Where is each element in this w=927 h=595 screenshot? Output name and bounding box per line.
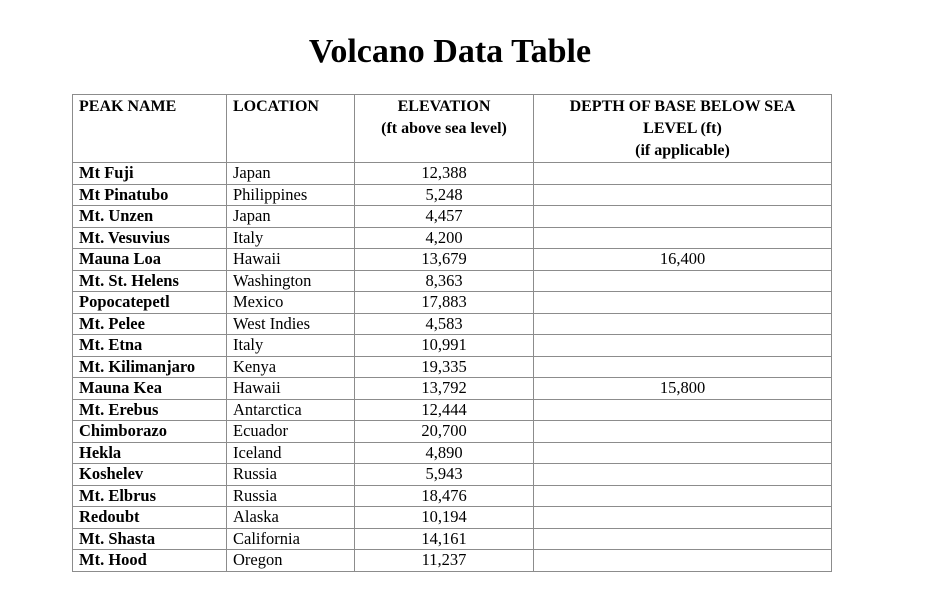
elevation-cell: 4,890 <box>355 442 534 464</box>
peak-name-cell: Chimborazo <box>73 421 227 443</box>
column-header-location-label: LOCATION <box>233 98 319 115</box>
table-row <box>73 464 832 486</box>
peak-name-cell: Hekla <box>73 442 227 464</box>
table-row <box>73 163 832 185</box>
elevation-cell: 13,679 <box>355 249 534 271</box>
table-row <box>73 184 832 206</box>
column-header-peak-name-label: PEAK NAME <box>79 98 177 115</box>
peak-name-cell: Mauna Kea <box>73 378 227 400</box>
elevation-cell: 4,457 <box>355 206 534 228</box>
column-header-depth-unit: LEVEL (ft) <box>643 120 722 137</box>
peak-name-cell: Mt. Shasta <box>73 528 227 550</box>
depth-below-sea-cell <box>534 227 832 249</box>
depth-below-sea-cell <box>534 270 832 292</box>
depth-below-sea-cell: 15,800 <box>534 378 832 400</box>
table-row <box>73 442 832 464</box>
peak-name-cell: Popocatepetl <box>73 292 227 314</box>
peak-name-cell: Mt. Elbrus <box>73 485 227 507</box>
depth-below-sea-cell <box>534 292 832 314</box>
table-row <box>73 335 832 357</box>
elevation-cell: 17,883 <box>355 292 534 314</box>
peak-name-cell: Mt. Erebus <box>73 399 227 421</box>
elevation-cell: 10,194 <box>355 507 534 529</box>
elevation-cell: 4,200 <box>355 227 534 249</box>
peak-name-cell: Mt Pinatubo <box>73 184 227 206</box>
column-header-elevation-unit: (ft above sea level) <box>381 120 507 137</box>
location-cell: Kenya <box>227 356 355 378</box>
depth-below-sea-cell <box>534 550 832 572</box>
volcano-data-table <box>72 94 832 572</box>
depth-below-sea-cell <box>534 335 832 357</box>
depth-below-sea-cell <box>534 356 832 378</box>
table-row <box>73 292 832 314</box>
table-row <box>73 507 832 529</box>
peak-name-cell: Redoubt <box>73 507 227 529</box>
peak-name-cell: Mt Fuji <box>73 163 227 185</box>
elevation-cell: 11,237 <box>355 550 534 572</box>
location-cell: Ecuador <box>227 421 355 443</box>
peak-name-cell: Mt. Etna <box>73 335 227 357</box>
elevation-cell: 14,161 <box>355 528 534 550</box>
table-row <box>73 550 832 572</box>
location-cell: Russia <box>227 485 355 507</box>
depth-below-sea-cell <box>534 485 832 507</box>
peak-name-cell: Mt. Pelee <box>73 313 227 335</box>
column-header-depth <box>534 95 832 163</box>
table-row <box>73 528 832 550</box>
location-cell: California <box>227 528 355 550</box>
elevation-cell: 4,583 <box>355 313 534 335</box>
peak-name-cell: Koshelev <box>73 464 227 486</box>
depth-below-sea-cell <box>534 399 832 421</box>
location-cell: Alaska <box>227 507 355 529</box>
elevation-cell: 10,991 <box>355 335 534 357</box>
peak-name-cell: Mt. Hood <box>73 550 227 572</box>
elevation-cell: 12,444 <box>355 399 534 421</box>
depth-below-sea-cell <box>534 421 832 443</box>
column-header-elevation <box>355 95 534 163</box>
location-cell: Japan <box>227 163 355 185</box>
elevation-cell: 12,388 <box>355 163 534 185</box>
location-cell: Philippines <box>227 184 355 206</box>
peak-name-cell: Mt. Kilimanjaro <box>73 356 227 378</box>
peak-name-cell: Mt. Vesuvius <box>73 227 227 249</box>
elevation-cell: 18,476 <box>355 485 534 507</box>
location-cell: Russia <box>227 464 355 486</box>
location-cell: Oregon <box>227 550 355 572</box>
location-cell: Italy <box>227 227 355 249</box>
table-row <box>73 356 832 378</box>
elevation-cell: 8,363 <box>355 270 534 292</box>
table-row <box>73 313 832 335</box>
depth-below-sea-cell <box>534 507 832 529</box>
depth-below-sea-cell <box>534 528 832 550</box>
table-row <box>73 249 832 271</box>
table-row <box>73 206 832 228</box>
column-header-location <box>227 95 355 163</box>
location-cell: Hawaii <box>227 378 355 400</box>
table-row <box>73 270 832 292</box>
table-row <box>73 421 832 443</box>
depth-below-sea-cell <box>534 313 832 335</box>
table-row <box>73 227 832 249</box>
table-row <box>73 485 832 507</box>
location-cell: Iceland <box>227 442 355 464</box>
elevation-cell: 19,335 <box>355 356 534 378</box>
location-cell: West Indies <box>227 313 355 335</box>
location-cell: Hawaii <box>227 249 355 271</box>
depth-below-sea-cell <box>534 442 832 464</box>
location-cell: Mexico <box>227 292 355 314</box>
page-title: Volcano Data Table <box>308 33 592 70</box>
location-cell: Italy <box>227 335 355 357</box>
location-cell: Washington <box>227 270 355 292</box>
column-header-peak-name <box>73 95 227 163</box>
column-header-depth-note: (if applicable) <box>635 142 730 159</box>
column-header-elevation-label: ELEVATION <box>397 98 491 115</box>
peak-name-cell: Mt. St. Helens <box>73 270 227 292</box>
table-row <box>73 378 832 400</box>
table-header-row <box>73 95 832 163</box>
location-cell: Japan <box>227 206 355 228</box>
depth-below-sea-cell <box>534 206 832 228</box>
depth-below-sea-cell <box>534 163 832 185</box>
elevation-cell: 20,700 <box>355 421 534 443</box>
depth-below-sea-cell <box>534 184 832 206</box>
depth-below-sea-cell: 16,400 <box>534 249 832 271</box>
elevation-cell: 13,792 <box>355 378 534 400</box>
table-row <box>73 399 832 421</box>
peak-name-cell: Mt. Unzen <box>73 206 227 228</box>
elevation-cell: 5,248 <box>355 184 534 206</box>
depth-below-sea-cell <box>534 464 832 486</box>
peak-name-cell: Mauna Loa <box>73 249 227 271</box>
location-cell: Antarctica <box>227 399 355 421</box>
elevation-cell: 5,943 <box>355 464 534 486</box>
table-body <box>73 163 832 572</box>
column-header-depth-label: DEPTH OF BASE BELOW SEA <box>569 98 796 115</box>
